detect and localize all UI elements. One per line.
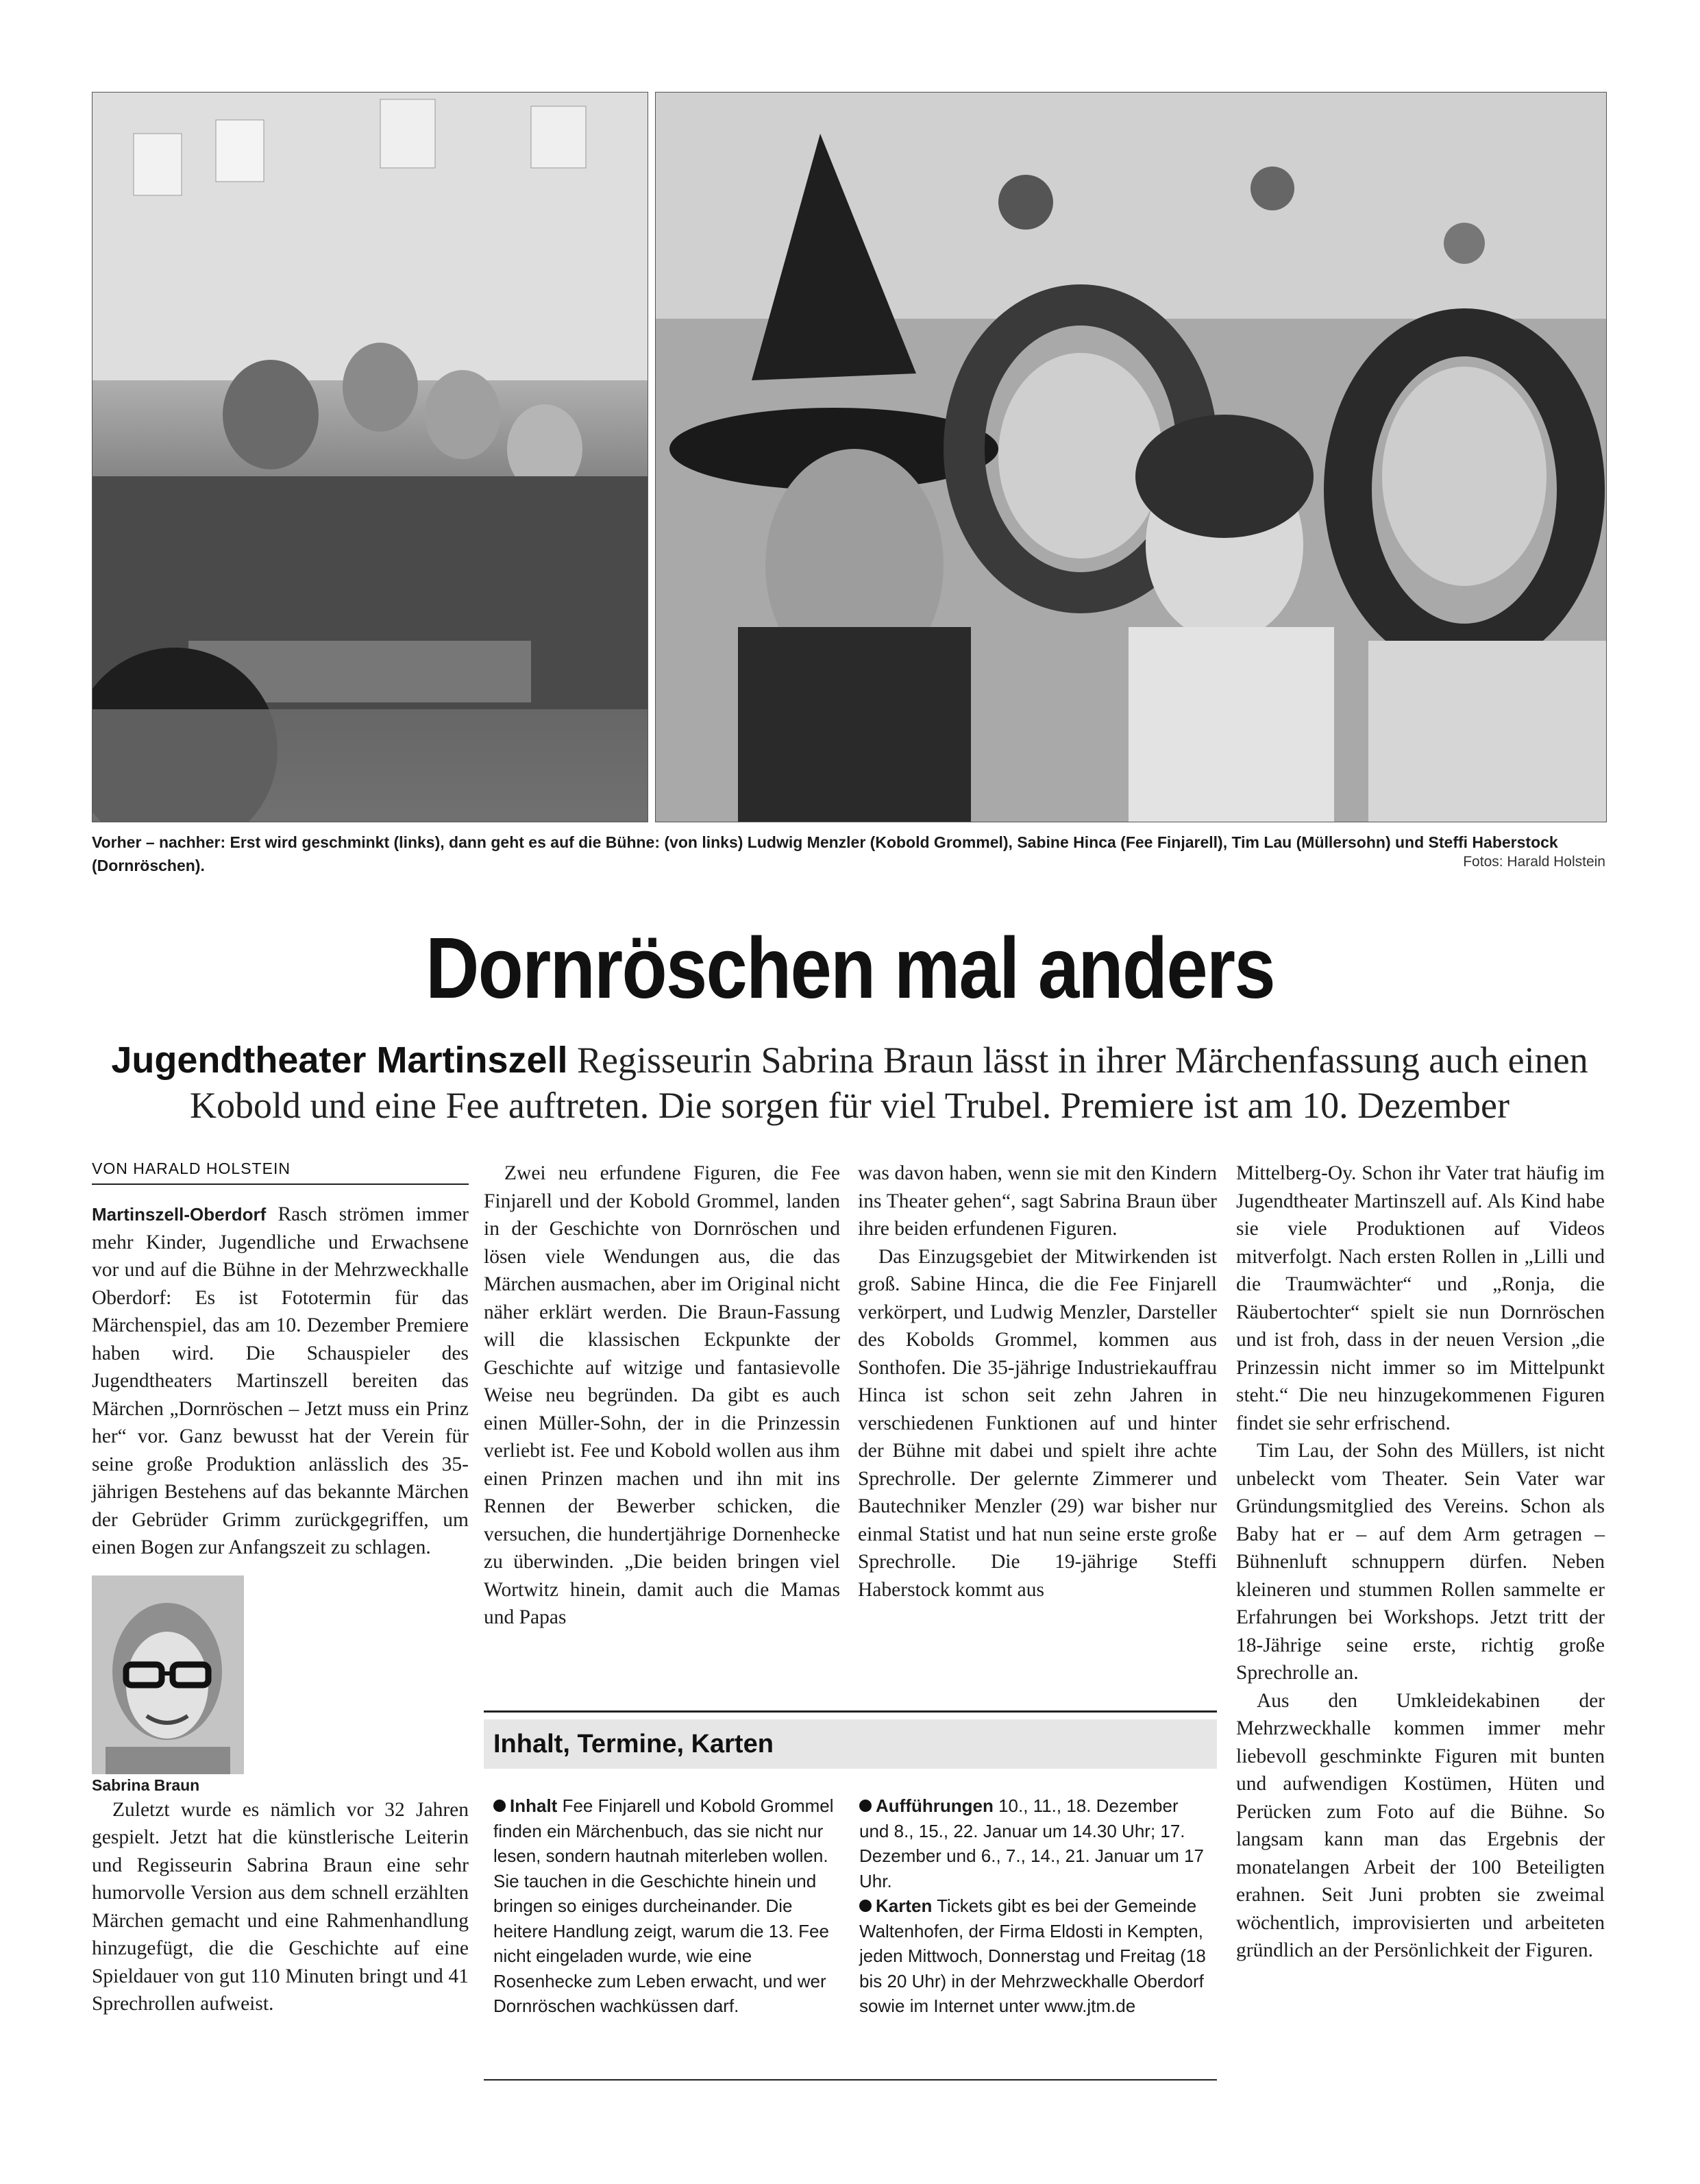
article-paragraph: Aus den Umkleidekabinen der Mehrzweckhalle kommen immer mehr liebevoll geschminkte Figuren mit bunten und aufwendigen Kostümen, Hüten und Perücken zum Foto auf die Bühne. So langsam kann man das Ergebnis der monatelangen Arbeit der 100 Beteiligten erahnen. Seit Juni probten sie zweimal wöchentlich, improvisierten und arbeiteten gründlich an der Persönlichkeit der Figuren. xyxy=(1236,1689,1605,1961)
info-karten xyxy=(859,1893,1209,2019)
photo-cast-illustration xyxy=(656,93,1606,822)
paragraph-text-head: Rasch strömen immer mehr Kinder, Jugendliche und Erwachsene vor und auf die Bühne in der Mehrzweckhalle Oberdorf: Es ist Fototermin für das Märchenspiel, das am 10. Dezember Premiere haben wird. Die Schauspieler des Jugendtheaters Martinszell bereiten das Märchen „Dornröschen – Jetzt muss ein Prinz her“ vor. Ganz bewusst hat der Verein für seine große Produktion anlässlich des 35-jährigen Bestehens auf das bekannte Märchen der Gebrüder Grimm zurückgegriffen, um einen Bogen zur Anfangszeit zu schlagen. xyxy=(92,1203,469,1558)
article-paragraph: Das Einzugsgebiet der Mitwirkenden ist groß. Sabine Hinca, die die Fee Finjarell verkörpert, und Ludwig Menzler, Darsteller des Kobolds Grommel, kommen aus Sonthofen. Die 35-jährige Industriekauffrau Hinca ist schon seit zehn Jahren in verschiedenen Funktionen auf und hinter der Bühne mit dabei und spielt ihre achte Sprechrolle. Der gelernte Zimmerer und Bautechniker Menzler (29) war bisher nur einmal Statist und hat nun seine erste große Sprechrolle. Die 19-jährige Steffi Haberstock kommt aus xyxy=(858,1245,1217,1601)
article-paragraph: was davon haben, wenn sie mit den Kindern ins Theater gehen“, sagt Sabrina Braun über ihre beiden erfundenen Figuren. xyxy=(858,1162,1217,1240)
subheadline-kicker: Jugendtheater Martinszell xyxy=(111,1040,568,1081)
dateline: Martinszell-Oberdorf xyxy=(92,1204,267,1225)
photo-credit: Fotos: Harald Holstein xyxy=(1463,854,1605,870)
info-box-column-2 xyxy=(859,1793,1209,2019)
info-karten-text: Tickets gibt es bei der Gemeinde Waltenhofen, der Firma Eldosti in Kempten, jeden Mittwoch, Donnerstag und Freitag (18 bis 20 Uhr) in der Mehrzweckhalle Oberdorf sowie im Internet unter www.jtm.de xyxy=(859,1895,1206,2016)
article-column-1 xyxy=(92,1201,469,2018)
article-column-2 xyxy=(484,1160,840,1632)
bullet-icon xyxy=(859,1800,872,1812)
portrait-illustration xyxy=(92,1575,244,1774)
photo-cast-on-stage xyxy=(655,92,1607,822)
byline: VON HARALD HOLSTEIN xyxy=(92,1160,469,1185)
article-column-4 xyxy=(1236,1160,1605,1965)
info-auffuehrungen-label: Aufführungen xyxy=(876,1795,994,1816)
photo-makeup-backstage xyxy=(92,92,648,822)
article-paragraph: Zuletzt wurde es nämlich vor 32 Jahren gespielt. Jetzt hat die künstlerische Leiterin und Regisseurin Sabrina Braun eine sehr humorvolle Version aus dem schnell erzählten Märchen gemacht und eine Rahmenhandlung hinzugefügt, die die Geschichte auf eine Spieldauer von gut 110 Minuten bringt und 41 Sprechrollen aufweist. xyxy=(92,1798,469,2015)
info-karten-label: Karten xyxy=(876,1895,933,1916)
info-auffuehrungen-text: 10., 11., 18. Dezember und 8., 15., 22. Januar um 14.30 Uhr; 17. Dezember und 6., 7., 14., 21. Januar um 17 Uhr. xyxy=(859,1795,1204,1891)
photo-makeup-illustration xyxy=(93,93,648,822)
info-box-column-1 xyxy=(493,1793,836,2019)
bullet-icon xyxy=(859,1900,872,1912)
info-inhalt-text: Fee Finjarell und Kobold Grommel finden ein Märchenbuch, das sie nicht nur lesen, sondern hautnah miterleben wollen. Sie tauchen in die Geschichte hinein und bringen so einiges durcheinander. Die heitere Handlung zeigt, warum die 13. Fee nicht eingeladen wurde, wie eine Rosenhecke zum Leben erwacht, und wer Dornröschen wachküssen darf. xyxy=(493,1795,834,2016)
info-box xyxy=(484,1710,1217,2081)
portrait-photo xyxy=(92,1575,244,1774)
portrait-caption: Sabrina Braun xyxy=(92,1776,200,1794)
subheadline-text: Regisseurin Sabrina Braun lässt in ihrer Märchenfassung auch einen Kobold und eine Fee auftreten. Die sorgen für viel Trubel. Premiere ist am 10. Dezember xyxy=(190,1040,1588,1126)
info-auffuehrungen xyxy=(859,1793,1209,1893)
subheadline xyxy=(96,1038,1603,1128)
bullet-icon xyxy=(493,1800,506,1812)
headline: Dornröschen mal anders xyxy=(426,920,1274,1016)
article-paragraph: Mittelberg-Oy. Schon ihr Vater trat häufig im Jugendtheater Martinszell auf. Als Kind habe sie viele Produktionen auf Videos mitverfolgt. Nach ersten Rollen in „Lilli und die Traumwächter“ und „Ronja, die Räubertochter“ spielt sie nun Dornröschen und ist froh, dass in der neuen Version „die Prinzessin nicht immer so im Mittelpunkt steht.“ Die neu hinzugekommenen Figuren findet sie sehr erfrischend. xyxy=(1236,1162,1605,1434)
article-paragraph xyxy=(92,1201,469,1562)
article-column-3 xyxy=(858,1160,1217,1604)
article-paragraph: Zwei neu erfundene Figuren, die Fee Finjarell und der Kobold Grommel, landen in der Geschichte von Dornröschen und lösen viele Wendungen aus, die das Märchen ausmachen, aber im Original nicht näher erklärt werden. Die Braun-Fassung will die klassischen Eckpunkte der Geschichte auf witzige und fantasievolle Weise neu begründen. Da gibt es auch einen Müller-Sohn, der in die Prinzessin verliebt ist. Fee und Kobold wollen aus ihm einen Prinzen machen und ihn mit ins Rennen der Bewerber schicken, die versuchen, die hundertjährige Dornenhecke zu überwinden. „Die beiden bringen viel Wortwitz hinein, damit auch die Mamas und Papas xyxy=(484,1162,840,1628)
info-inhalt-label: Inhalt xyxy=(510,1795,558,1816)
info-inhalt xyxy=(493,1793,836,2019)
info-box-title: Inhalt, Termine, Karten xyxy=(484,1719,1217,1769)
article-paragraph: Tim Lau, der Sohn des Müllers, ist nicht unbeleckt vom Theater. Sein Vater war Gründungsmitglied des Vereins. Schon als Baby hat er – auf dem Arm getragen – Bühnenluft schnuppern dürfen. Neben kleineren und stummen Rollen sammelte er Erfahrungen bei Workshops. Jetzt tritt der 18-Jährige seine erste, richtig große Sprechrolle an. xyxy=(1236,1440,1605,1684)
photo-caption: Vorher – nachher: Erst wird geschminkt (links), dann geht es auf die Bühne: (von links) Ludwig Menzler (Kobold Grommel), Sabine Hinca (Fee Finjarell), Tim Lau (Müllersohn) und Steffi Haberstock (Dornröschen). xyxy=(92,833,1558,874)
